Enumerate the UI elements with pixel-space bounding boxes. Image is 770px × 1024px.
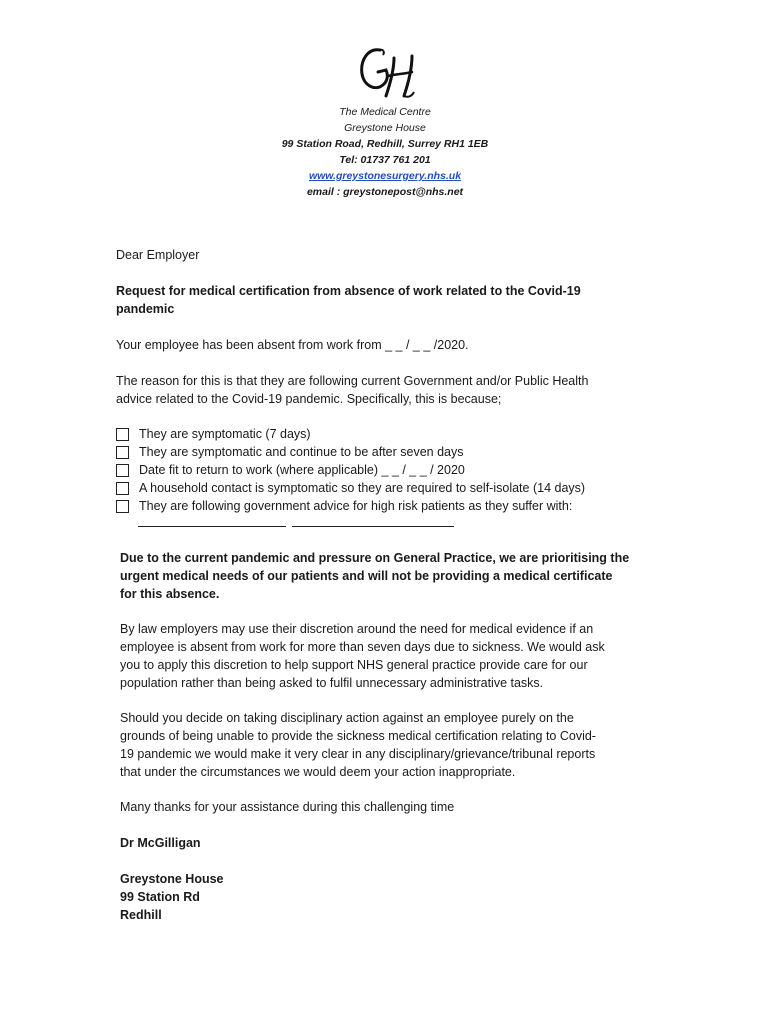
subject-heading: [116, 282, 676, 318]
notice-line: Due to the current pandemic and pressure on General Practice, we are prioritising the: [120, 551, 630, 565]
law-line: population rather than being asked to fulfil unnecessary administrative tasks.: [120, 676, 544, 690]
subject-line: pandemic: [116, 302, 175, 316]
gh-monogram-logo: [350, 40, 430, 104]
law-line: you to apply this discretion to help support NHS general practice provide care for our: [120, 658, 588, 672]
disciplinary-line: 19 pandemic we would make it very clear in any disciplinary/grievance/tribunal reports: [120, 747, 596, 761]
law-paragraph: [120, 620, 680, 692]
reason-checklist: [116, 425, 676, 515]
absence-statement: Your employee has been absent from work from _ _ / _ _ /2020.: [116, 338, 469, 352]
checklist-item: [116, 497, 676, 515]
blank-line[interactable]: [138, 525, 286, 527]
subject-line: Request for medical certification from absence of work related to the Covid-19: [116, 284, 581, 298]
checkbox[interactable]: [116, 482, 129, 495]
letterhead: [0, 104, 770, 200]
checkbox[interactable]: [116, 500, 129, 513]
checklist-label: They are following government advice for high risk patients as they suffer with:: [139, 499, 573, 513]
address-line: Redhill: [120, 908, 162, 922]
checkbox[interactable]: [116, 464, 129, 477]
disciplinary-line: Should you decide on taking disciplinary action against an employee purely on the: [120, 711, 574, 725]
closing-address: [120, 870, 680, 924]
checklist-item: [116, 479, 676, 497]
reason-paragraph: [116, 372, 676, 408]
disciplinary-line: that under the circumstances we would deem your action inappropriate.: [120, 765, 516, 779]
salutation: Dear Employer: [116, 248, 200, 262]
checklist-item: [116, 425, 676, 443]
website-link[interactable]: www.greystonesurgery.nhs.uk: [308, 170, 462, 182]
reason-line: advice related to the Covid-19 pandemic. Specifically, this is because;: [116, 392, 502, 406]
checklist-label: Date fit to return to work (where applicable) _ _ / _ _ / 2020: [139, 463, 465, 477]
practice-address: 99 Station Road, Redhill, Surrey RH1 1EB: [281, 138, 489, 150]
practice-phone: Tel: 01737 761 201: [339, 154, 431, 166]
disciplinary-paragraph: [120, 709, 680, 781]
law-line: By law employers may use their discretion around the need for medical evidence if an: [120, 622, 594, 636]
signatory-name: Dr McGilligan: [120, 836, 201, 850]
practice-email: email : greystonepost@nhs.net: [306, 186, 464, 198]
notice-line: for this absence.: [120, 587, 220, 601]
practice-name: The Medical Centre: [339, 106, 431, 118]
practice-house: Greystone House: [344, 122, 426, 134]
disciplinary-line: grounds of being unable to provide the sickness medical certification relating to Covid-: [120, 729, 596, 743]
address-line: Greystone House: [120, 872, 224, 886]
law-line: employee is absent from work for more than seven days due to sickness. We would ask: [120, 640, 605, 654]
reason-line: The reason for this is that they are following current Government and/or Public Health: [116, 374, 589, 388]
blank-line[interactable]: [292, 525, 454, 527]
checklist-label: They are symptomatic and continue to be after seven days: [139, 445, 464, 459]
address-line: 99 Station Rd: [120, 890, 200, 904]
checklist-item: [116, 461, 676, 479]
condition-blank-lines[interactable]: [138, 525, 454, 527]
checkbox[interactable]: [116, 446, 129, 459]
thanks-line: Many thanks for your assistance during this challenging time: [120, 800, 455, 814]
notice-paragraph: [120, 549, 680, 603]
checklist-item: [116, 443, 676, 461]
checkbox[interactable]: [116, 428, 129, 441]
notice-line: urgent medical needs of our patients and will not be providing a medical certificate: [120, 569, 613, 583]
checklist-label: A household contact is symptomatic so they are required to self-isolate (14 days): [139, 481, 586, 495]
checklist-label: They are symptomatic (7 days): [139, 427, 311, 441]
